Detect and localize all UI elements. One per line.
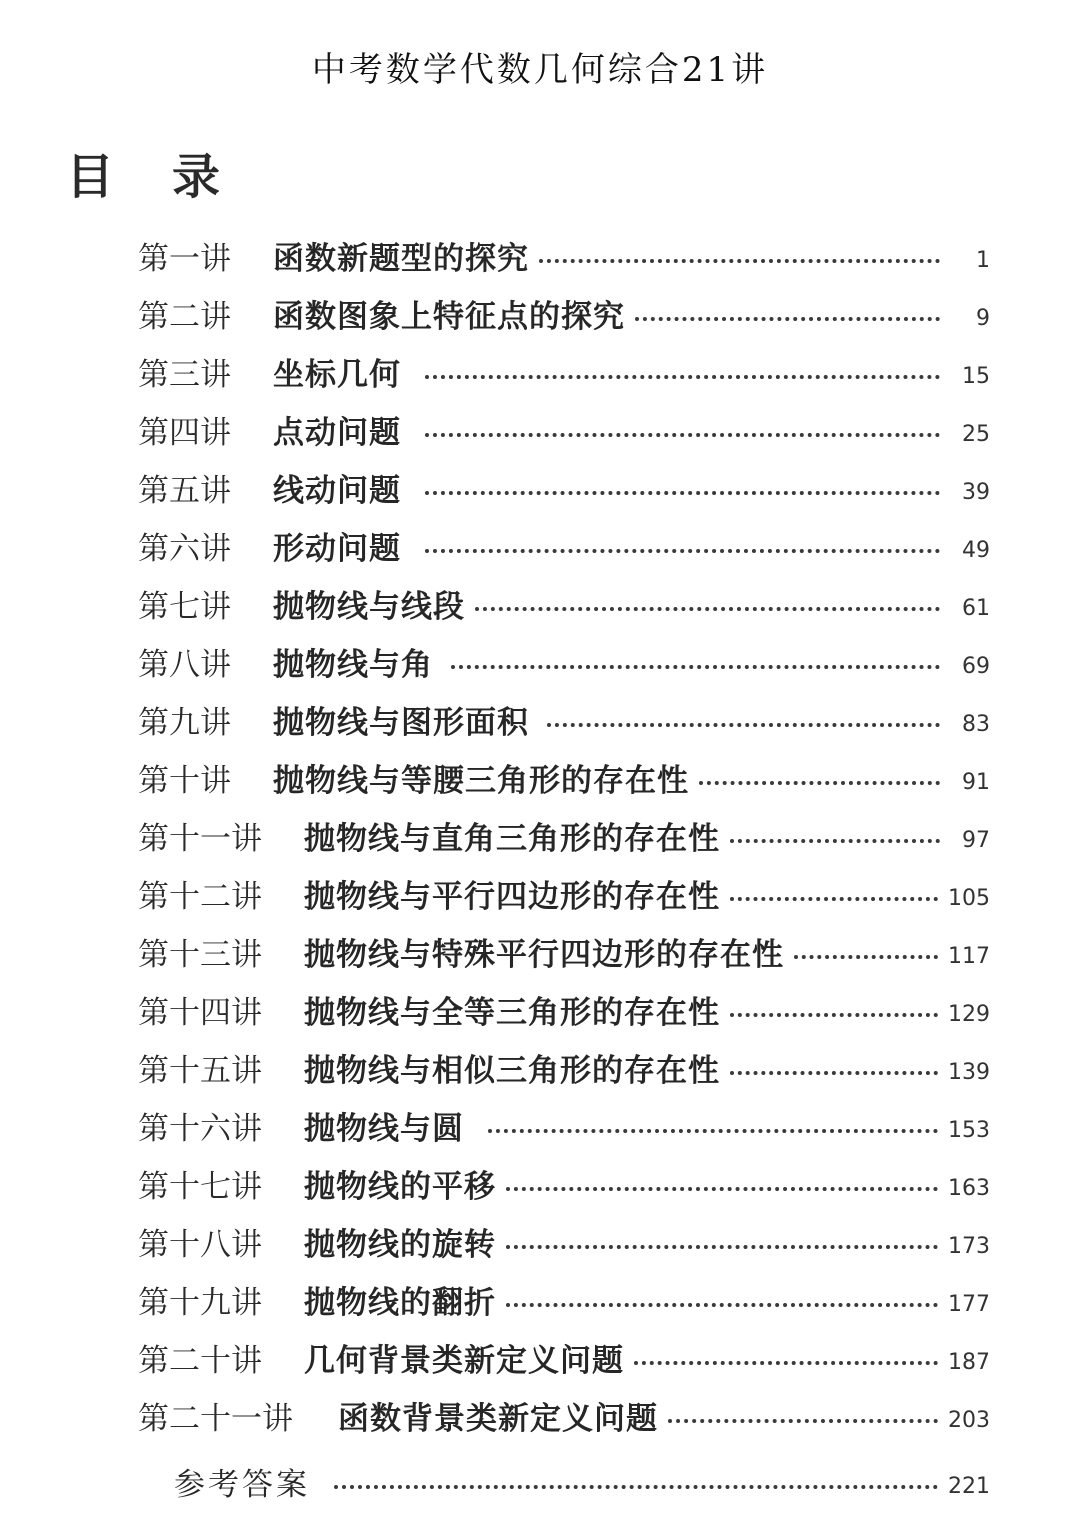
toc-entry-title: 形动问题 — [273, 530, 401, 567]
toc-page-number: 163 — [948, 1175, 990, 1201]
toc-leader-dots — [539, 259, 940, 263]
toc-entry[interactable] — [138, 632, 990, 690]
toc-entry[interactable] — [138, 806, 990, 864]
toc-page-number: 39 — [962, 479, 990, 505]
toc-entry-title: 抛物线与直角三角形的存在性 — [304, 820, 720, 857]
toc-entry-title: 抛物线与角 — [273, 646, 433, 683]
toc-entry[interactable] — [138, 574, 990, 632]
toc-entry-title: 函数图象上特征点的探究 — [273, 298, 625, 335]
toc-leader-dots — [425, 549, 940, 553]
toc-page-number: 61 — [962, 595, 990, 621]
toc-page-number: 117 — [948, 943, 990, 969]
toc-entry-title: 线动问题 — [273, 472, 401, 509]
toc-page-number: 105 — [948, 885, 990, 911]
toc-leader-dots — [547, 723, 940, 727]
toc-entry-title: 函数背景类新定义问题 — [338, 1400, 658, 1437]
toc-leader-dots — [699, 781, 940, 785]
toc-chapter-label: 第三讲 — [138, 356, 231, 393]
toc-leader-dots — [488, 1129, 938, 1133]
toc-entry[interactable] — [138, 1386, 990, 1444]
toc-leader-dots — [425, 375, 940, 379]
toc-chapter-label: 第八讲 — [138, 646, 231, 683]
toc-page-number: 129 — [948, 1001, 990, 1027]
toc-chapter-label: 第七讲 — [138, 588, 231, 625]
toc-page-number: 83 — [962, 711, 990, 737]
toc-leader-dots — [635, 317, 940, 321]
toc-chapter-label: 第十四讲 — [138, 994, 262, 1031]
toc-chapter-label: 第四讲 — [138, 414, 231, 451]
toc-leader-dots — [730, 839, 940, 843]
toc-heading-char-1: 目 — [66, 149, 115, 205]
toc-page-number: 139 — [948, 1059, 990, 1085]
toc-entry[interactable] — [138, 284, 990, 342]
toc-entry-answers[interactable] — [174, 1452, 990, 1510]
toc-entry-title: 抛物线与等腰三角形的存在性 — [273, 762, 689, 799]
toc-heading — [66, 138, 220, 207]
toc-page-number: 25 — [962, 421, 990, 447]
toc-entry-title: 坐标几何 — [273, 356, 401, 393]
toc-leader-dots — [730, 1013, 938, 1017]
toc-entry[interactable] — [138, 1154, 990, 1212]
toc-page-number: 97 — [962, 827, 990, 853]
toc-entry-title: 抛物线与圆 — [304, 1110, 464, 1147]
toc-entry[interactable] — [138, 690, 990, 748]
toc-entry-title: 抛物线的旋转 — [304, 1226, 496, 1263]
toc-leader-dots — [506, 1187, 938, 1191]
toc-chapter-label: 第二十讲 — [138, 1342, 262, 1379]
toc-chapter-label: 第十一讲 — [138, 820, 262, 857]
toc-entry-title: 抛物线的平移 — [304, 1168, 496, 1205]
toc-page-number: 9 — [976, 305, 990, 331]
toc-chapter-label: 第十九讲 — [138, 1284, 262, 1321]
toc-page-number: 221 — [948, 1473, 990, 1499]
toc-leader-dots — [730, 1071, 938, 1075]
toc-page-number: 173 — [948, 1233, 990, 1259]
toc-entry[interactable] — [138, 400, 990, 458]
toc-heading-char-2: 录 — [172, 149, 221, 205]
toc-leader-dots — [425, 433, 940, 437]
page-title: 中考数学代数几何综合21讲 — [311, 50, 769, 90]
toc-chapter-label: 第十八讲 — [138, 1226, 262, 1263]
toc-entry[interactable] — [138, 1328, 990, 1386]
toc-page-number: 49 — [962, 537, 990, 563]
toc-chapter-label: 第二十一讲 — [138, 1400, 293, 1437]
toc-entry-title: 抛物线与特殊平行四边形的存在性 — [304, 936, 784, 973]
toc-leader-dots — [668, 1419, 938, 1423]
toc-leader-dots — [634, 1361, 938, 1365]
toc-chapter-label: 第十二讲 — [138, 878, 262, 915]
toc-page-number: 203 — [948, 1407, 990, 1433]
toc-entry-title: 抛物线与平行四边形的存在性 — [304, 878, 720, 915]
toc-entry[interactable] — [138, 922, 990, 980]
toc-entry[interactable] — [138, 1212, 990, 1270]
toc-entry[interactable] — [138, 226, 990, 284]
toc-page-number: 69 — [962, 653, 990, 679]
toc-entry-title: 几何背景类新定义问题 — [304, 1342, 624, 1379]
toc-chapter-label: 第六讲 — [138, 530, 231, 567]
toc-leader-dots — [334, 1485, 938, 1489]
toc-leader-dots — [506, 1245, 938, 1249]
toc-chapter-label: 第十七讲 — [138, 1168, 262, 1205]
toc-page-number: 1 — [976, 247, 990, 273]
toc-chapter-label: 第十五讲 — [138, 1052, 262, 1089]
toc-entry[interactable] — [138, 342, 990, 400]
toc-page-number: 15 — [962, 363, 990, 389]
toc-entry-title: 抛物线与线段 — [273, 588, 465, 625]
toc-entry[interactable] — [138, 748, 990, 806]
toc-entry-title: 参考答案 — [174, 1466, 310, 1503]
toc-leader-dots — [794, 955, 938, 959]
toc-page-number: 153 — [948, 1117, 990, 1143]
toc-chapter-label: 第十三讲 — [138, 936, 262, 973]
toc-leader-dots — [451, 665, 940, 669]
toc-entry-title: 抛物线与图形面积 — [273, 704, 529, 741]
toc-entry-title: 函数新题型的探究 — [273, 240, 529, 277]
toc-entry-title: 点动问题 — [273, 414, 401, 451]
toc-entry-title: 抛物线与全等三角形的存在性 — [304, 994, 720, 1031]
toc-entry[interactable] — [138, 1038, 990, 1096]
toc-entry-title: 抛物线与相似三角形的存在性 — [304, 1052, 720, 1089]
toc-chapter-label: 第十六讲 — [138, 1110, 262, 1147]
toc-chapter-label: 第二讲 — [138, 298, 231, 335]
toc-entry[interactable] — [138, 458, 990, 516]
toc-chapter-label: 第一讲 — [138, 240, 231, 277]
toc-page-number: 177 — [948, 1291, 990, 1317]
toc-entry[interactable] — [138, 516, 990, 574]
toc-entry[interactable] — [138, 864, 990, 922]
toc-entry[interactable] — [138, 980, 990, 1038]
toc-chapter-label: 第十讲 — [138, 762, 231, 799]
toc-chapter-label: 第五讲 — [138, 472, 231, 509]
toc-leader-dots — [425, 491, 940, 495]
toc-entry[interactable] — [138, 1096, 990, 1154]
toc-chapter-label: 第九讲 — [138, 704, 231, 741]
toc-page-number: 187 — [948, 1349, 990, 1375]
toc-leader-dots — [506, 1303, 938, 1307]
toc-entry-title: 抛物线的翻折 — [304, 1284, 496, 1321]
toc-leader-dots — [730, 897, 938, 901]
toc-entry[interactable] — [138, 1270, 990, 1328]
toc-page-number: 91 — [962, 769, 990, 795]
toc-leader-dots — [475, 607, 940, 611]
